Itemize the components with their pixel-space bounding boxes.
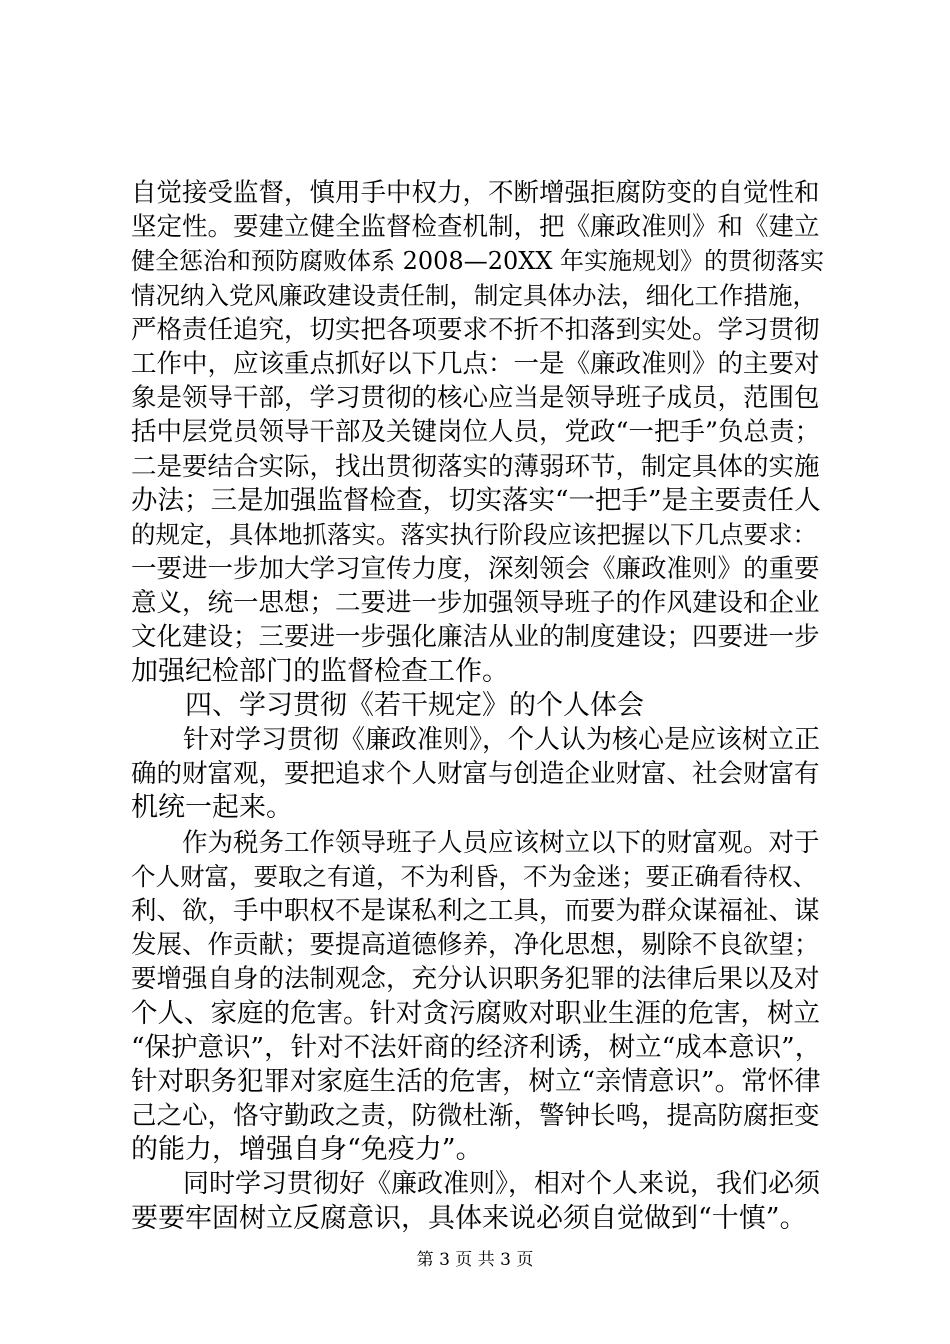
section-heading: 四、学习贯彻《若干规定》的个人体会: [131, 689, 644, 721]
text-line: 坚定性。要建立健全监督检查机制，把《廉政准则》和《建立: [131, 212, 820, 243]
text-line: 加强纪检部门的监督检查工作。: [131, 655, 509, 687]
text-line: 要增强自身的法制观念，充分认识职务犯罪的法律后果以及对: [131, 964, 820, 995]
text-line: 针对职务犯罪对家庭生活的危害，树立“亲情意识”。常怀律: [131, 1065, 821, 1097]
text-line: 同时学习贯彻好《廉政准则》，相对个人来说，我们必须: [131, 1169, 821, 1200]
text-line: 自觉接受监督，慎用手中权力，不断增强拒腐防变的自觉性和: [131, 178, 820, 208]
text-line: 一要进一步加大学习宣传力度，深刻领会《廉政准则》的重要: [131, 554, 820, 585]
text-line: 确的财富观，要把追求个人财富与创造企业财富、社会财富有: [131, 759, 820, 790]
text-line: 发展、作贡献；要提高道德修养，净化思想，剔除不良欲望；: [131, 930, 820, 961]
text-line: 机统一起来。: [131, 792, 293, 824]
text-line: 健全惩治和预防腐败体系 2008—20XX 年实施规划》的贯彻落实: [131, 247, 825, 276]
body-text: [131, 176, 828, 1236]
text-line: 二是要结合实际，找出贯彻落实的薄弱环节，制定具体的实施: [131, 451, 820, 482]
text-line: 的能力，增强自身“免疫力”。: [131, 1134, 483, 1166]
text-line: 严格责任追究，切实把各项要求不折不扣落到实处。学习贯彻: [131, 314, 820, 345]
text-line: 作为税务工作领导班子人员应该树立以下的财富观。对于: [131, 827, 820, 858]
text-line: 情况纳入党风廉政建设责任制，制定具体办法，细化工作措施，: [131, 280, 817, 310]
text-line: 意义，统一思想；二要进一步加强领导班子的作风建设和企业: [131, 588, 820, 619]
text-line: 象是领导干部，学习贯彻的核心应当是领导班子成员，范围包: [131, 383, 820, 414]
text-line: 个人、家庭的危害。针对贪污腐败对职业生涯的危害，树立: [131, 997, 820, 1029]
page-footer: 第 3 页 共 3 页: [416, 1250, 534, 1270]
text-line: 个人财富，要取之有道，不为利昏，不为金迷；要正确看待权、: [131, 861, 817, 891]
text-line: “保护意识”，针对不法奸商的经济利诱，树立“成本意识”，: [131, 1031, 822, 1063]
text-line: 要要牢固树立反腐意识，具体来说必须自觉做到“十慎”。: [131, 1202, 807, 1234]
text-line: 括中层党员领导干部及关键岗位人员，党政“一把手”负总责；: [131, 417, 821, 448]
text-line: 己之心，恪守勤政之责，防微杜渐，警钟长鸣，提高防腐拒变: [131, 1101, 820, 1132]
text-line: 办法；三是加强监督检查，切实落实“一把手”是主要责任人: [131, 484, 821, 516]
text-line: 的规定，具体地抓落实。落实执行阶段应该把握以下几点要求：: [131, 519, 817, 549]
text-line: 利、欲，手中职权不是谋私利之工具，而要为群众谋福祉、谋: [131, 895, 820, 926]
text-line: 工作中，应该重点抓好以下几点：一是《廉政准则》的主要对: [131, 348, 820, 379]
text-line: 针对学习贯彻《廉政准则》，个人认为核心是应该树立正: [131, 725, 821, 755]
text-line: 文化建设；三要进一步强化廉洁从业的制度建设；四要进一步: [131, 622, 820, 653]
